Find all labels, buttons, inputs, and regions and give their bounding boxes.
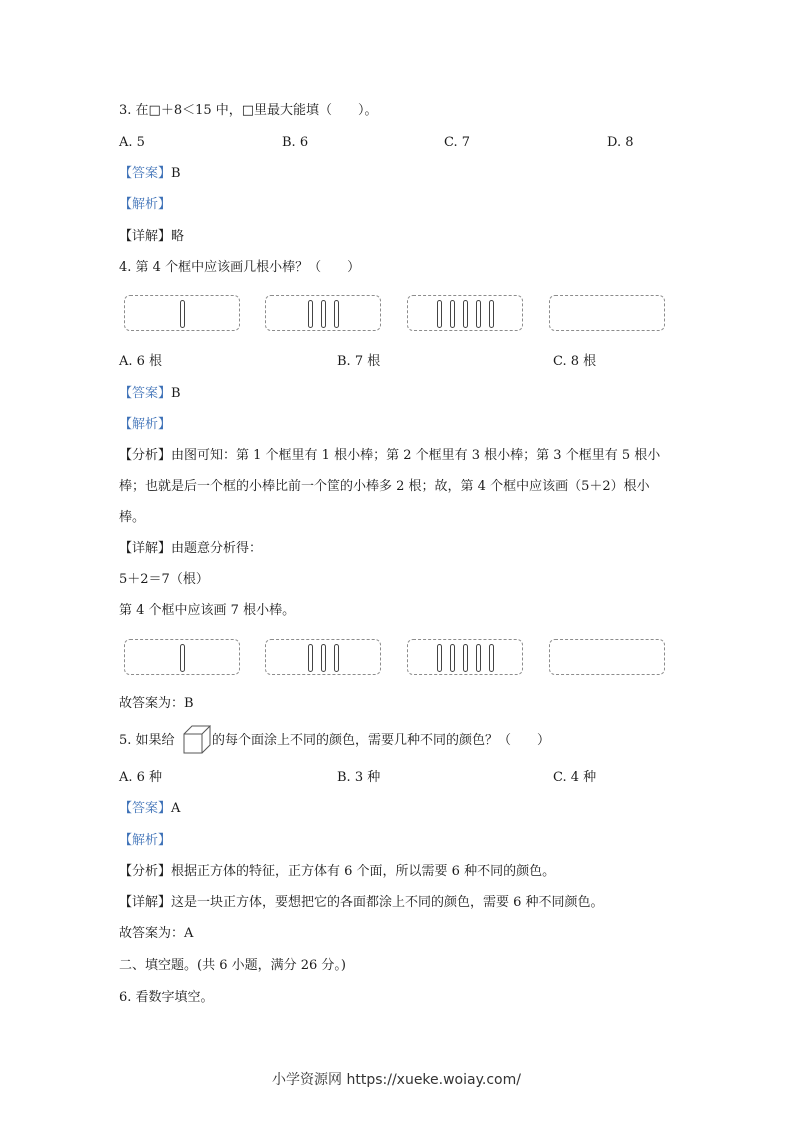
q5-option-c: C. 4 种 [553,770,597,785]
answer-tag: 【答案】 [119,166,172,181]
stick [180,300,185,328]
detail-tag: 【详解】 [119,541,172,556]
q5-answer [119,800,180,818]
stick [334,300,339,328]
q5-final-answer: 故答案为：A [119,926,194,941]
detail-text: 由题意分析得： [171,541,263,556]
answer-tag: 【答案】 [119,801,172,816]
q5-detail [119,894,604,912]
stick [437,644,442,672]
q4-answer [119,385,181,403]
q4-option-c: C. 8 根 [553,354,597,369]
fenxi-tag: 【分析】 [119,864,172,879]
stick-box [549,639,665,675]
q3-option-b: B. 6 [282,135,309,150]
stick [334,644,339,672]
q5-stem-post: 的每个面涂上不同的颜色，需要几种不同的颜色？（ ） [212,733,551,748]
q4-stem: 4. 第 4 个框中应该画几根小棒？（ ） [119,260,361,275]
detail-text: 略 [171,229,185,244]
q3-option-c: C. 7 [444,135,471,150]
stick-box [124,639,240,675]
q4-conclusion: 第 4 个框中应该画 7 根小棒。 [119,603,296,618]
detail-tag: 【详解】 [119,229,172,244]
answer-value: A [171,801,181,816]
stick [308,300,313,328]
stick-box [265,295,381,331]
q4-final-answer: 故答案为：B [119,696,194,711]
q5-fenxi [119,863,555,881]
q4-calculation: 5＋2＝7（根） [119,572,209,587]
q5-stem-pre: 5. 如果给 [119,733,175,748]
stick [463,300,468,328]
detail-tag: 【详解】 [119,895,172,910]
q5-option-b: B. 3 种 [337,770,381,785]
q3-option-a: A. 5 [119,135,145,150]
cube-icon [183,725,211,755]
stick-box [407,639,523,675]
q3-analysis-tag: 【解析】 [119,197,172,212]
stick [450,644,455,672]
q4-option-b: B. 7 根 [337,354,381,369]
stick [476,644,481,672]
stick-box [549,295,665,331]
stick [180,644,185,672]
stick [308,644,313,672]
stick [437,300,442,328]
q5-analysis-tag: 【解析】 [119,833,172,848]
q4-option-a: A. 6 根 [119,354,163,369]
stick-box [265,639,381,675]
answer-tag: 【答案】 [119,386,172,401]
stick [463,644,468,672]
q4-analysis-tag: 【解析】 [119,417,172,432]
fenxi-text: 根据正方体的特征，正方体有 6 个面，所以需要 6 种不同的颜色。 [171,864,556,879]
q5-option-a: A. 6 种 [119,770,163,785]
q4-fenxi-line-3: 棒。 [119,510,146,525]
q3-detail [119,228,184,246]
q6-stem: 6. 看数字填空。 [119,990,214,1005]
stick [321,644,326,672]
detail-text: 这是一块正方体，要想把它的各面都涂上不同的颜色，需要 6 种不同颜色。 [171,895,604,910]
stick-box [124,295,240,331]
answer-value: B [171,386,181,401]
q3-stem: 3. 在□＋8＜15 中，□里最大能填（ ）。 [119,103,378,118]
fenxi-tag: 【分析】 [119,448,172,463]
q4-fenxi-line-1 [119,447,660,465]
stick [489,300,494,328]
stick [476,300,481,328]
stick [321,300,326,328]
section-title: 二、填空题。(共 6 小题，满分 26 分。) [119,958,346,973]
stick [489,644,494,672]
q4-detail [119,540,262,558]
answer-value: B [171,166,181,181]
footer-watermark: 小学资源网 https://xueke.woiay.com/ [272,1072,521,1088]
fenxi-text: 由图可知：第 1 个框里有 1 根小棒；第 2 个框里有 3 根小棒；第 3 个框里有 5 根小 [171,448,661,463]
q3-option-d: D. 8 [607,135,634,150]
stick [450,300,455,328]
q4-fenxi-line-2: 棒；也就是后一个框的小棒比前一个筐的小棒多 2 根；故，第 4 个框中应该画（5＋2）根小 [119,479,650,494]
stick-box [407,295,523,331]
q3-answer [119,165,181,183]
